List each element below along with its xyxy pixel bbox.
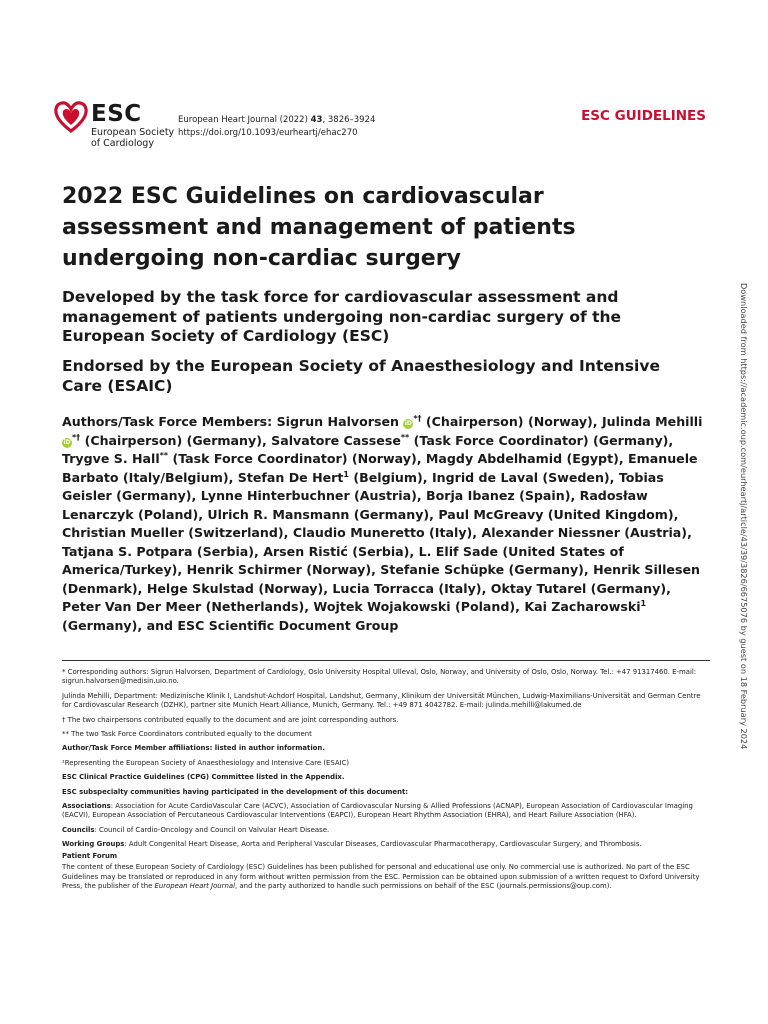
- copyright-note: The content of these European Society of Cardiology (ESC) Guidelines has been published for personal and educational use only. No commercial use is authorized. No part of the ESC Guidelines may be translated or reproduced in any form without written permission from the ESC. Permission can be obtained upon submission of a written request to Oxford University Press, the publisher of the European Heart Journal, and the party authorized to handle such permissions on behalf of the ESC (journals.permissions@oup.com).: [62, 863, 700, 890]
- page-title: 2022 ESC Guidelines on cardiovascular assessment and management of patients undergoing non-cardiac surgery: [62, 184, 576, 271]
- associations-note: Associations: Association for Acute CardioVascular Care (ACVC), Association of Cardiovascular Nursing & Allied Professions (ACNAP), European Association of Cardiovascular Imaging (EACVI), European Association of Percutaneous Cardiovascular Interventions (EAPCI), European Heart Rhythm Association (EHRA), and Heart Failure Association (HFA).: [62, 802, 693, 820]
- representing-note: ¹Representing the European Society of Anaesthesiology and Intensive Care (ESAIC): [62, 758, 350, 767]
- logo-wordmark: ESC: [91, 101, 142, 127]
- logo-subtitle: European Society of Cardiology: [91, 127, 175, 149]
- orcid-icon[interactable]: iD: [404, 420, 412, 427]
- cpg-note: ESC Clinical Practice Guidelines (CPG) Committee listed in the Appendix.: [62, 773, 345, 782]
- author-list: Authors/Task Force Members: Sigrun Halvorsen iD*† (Chairperson) (Norway), Julinda Mehilli iD*† (Chairperson) (Germany), Salvatore Cassese** (Task Force Coordinator) (Germany), Trygve S. Hall** (Task Force Coordinator) (Norway), Magdy Abdelhamid (Egypt), Emanuele Barbato (Italy/Belgium), Stefan De Hert$^1$ (Belgium), Ingrid de Laval (Sweden), Tobias Geisler (Germany), Lynne Hinterbuchner (Austria), Borja Ibanez (Spain), Radosław Lenarczyk (Poland), Ulrich R. Mansmann (Germany), Paul McGreavy (United Kingdom), Christian Mueller (Switzerland), Claudio Muneretto (Italy), Alexander Niessner (Austria), Tatjana S. Potpara (Serbia), Arsen Ristić (Serbia), L. Elif Sade (United States of America/Turkey), Henrik Schirmer (Norway), Stefanie Schüpke (Germany), Henrik Sillesen (Denmark), Helge Skulstad (Norway), Lucia Torracca (Italy), Oktay Tutarel (Germany), Peter Van Der Meer (Netherlands), Wojtek Wojakowski (Poland), Kai Zacharowski$^1$ (Germany), and ESC Scientific Document Group: [62, 413, 703, 633]
- esc-logo: [54, 100, 184, 150]
- corresponding-author-1: * Corresponding authors: Sigrun Halvorsen, Department of Cardiology, Oslo University Hospital Ulleval, Oslo, Norway, and University of Oslo, Oslo, Norway. Tel.: +47 91317460. E-mail: sigrun.halvorsen@medisin.uio.no.: [62, 668, 697, 686]
- article-category: ESC GUIDELINES: [581, 108, 706, 124]
- footnote-divider: [62, 660, 710, 661]
- orcid-icon[interactable]: iD: [63, 438, 71, 446]
- affiliations-note: Author/Task Force Member affiliations: listed in author information.: [62, 744, 325, 753]
- endorsement: Endorsed by the European Society of Anaesthesiology and Intensive Care (ESAIC): [62, 357, 660, 395]
- double-star-note: ** The two Task Force Coordinators contributed equally to the document: [62, 730, 312, 739]
- footnotes: [62, 668, 712, 896]
- subspecialty-heading: ESC subspecialty communities having participated in the development of this document:: [62, 787, 409, 796]
- working-groups-note: Working Groups: Adult Congenital Heart Disease, Aorta and Peripheral Vascular Diseases, Cardiovascular Pharmacotherapy, Cardiovascular Surgery, and Thrombosis.: [62, 840, 642, 849]
- journal-volume: 43: [310, 115, 323, 125]
- subtitle: Developed by the task force for cardiovascular assessment and management of patients undergoing non-cardiac surgery of the European Society of Cardiology (ESC): [62, 288, 622, 345]
- doi-link[interactable]: https://doi.org/10.1093/eurheartj/ehac270: [178, 128, 358, 138]
- journal-citation: European Heart Journal (2022) 43, 3826–3924 https://doi.org/10.1093/eurheartj/ehac270: [178, 115, 376, 138]
- dagger-note: † The two chairpersons contributed equally to the document and are joint corresponding authors.: [62, 715, 399, 724]
- heart-logo-icon: [54, 100, 88, 134]
- download-watermark: Downloaded from https://academic.oup.com/eurheartj/article/43/39/3826/6675076 by guest on 18 February 2024: [739, 283, 749, 750]
- corresponding-author-2: Julinda Mehilli, Department: Medizinische Klinik I, Landshut-Achdorf Hospital, Landshut, Germany, Klinikum der Universität München, Ludwig-Maximilians-Universität and German Centre for Cardiovascular Research (DZHK), partner site Munich Heart Alliance, Munich, Germany. Tel.: +49 871 4042782. E-mail: julinda.mehilli@lakumed.de: [62, 691, 701, 710]
- councils-note: Councils: Council of Cardio-Oncology and Council on Valvular Heart Disease.: [62, 825, 330, 834]
- patient-forum-heading: Patient Forum: [62, 851, 118, 860]
